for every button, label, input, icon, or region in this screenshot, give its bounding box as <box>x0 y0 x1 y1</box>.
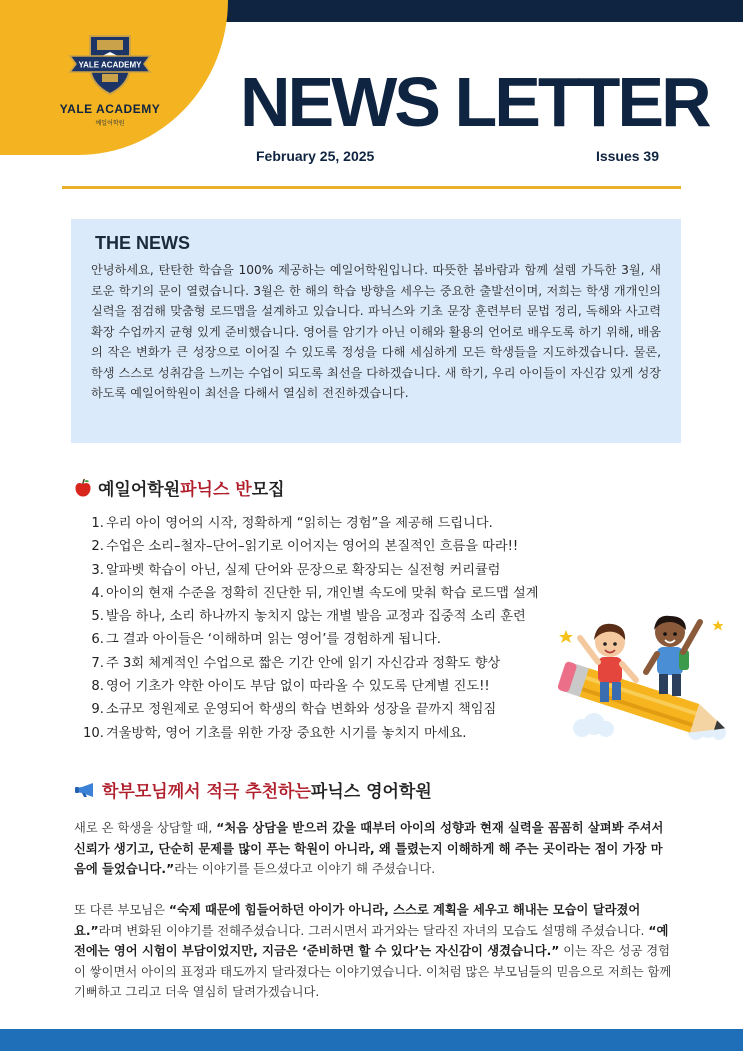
list-number: 10. <box>83 725 104 741</box>
testimonial-p1-intro: 새로 온 학생을 상담할 때, <box>74 821 217 835</box>
list-number: 1. <box>91 516 104 531</box>
list-number: 5. <box>91 609 104 625</box>
brand-name: YALE ACADEMY <box>59 102 161 116</box>
list-number: 6. <box>91 632 104 648</box>
crest-banner-text: YALE ACADEMY <box>78 60 142 70</box>
header-divider <box>62 186 681 189</box>
list-number: 9. <box>91 702 104 718</box>
list-number: 8. <box>91 679 104 695</box>
crest-icon <box>64 26 156 98</box>
academy-logo <box>40 22 180 127</box>
list-item <box>74 535 594 558</box>
parents-section-title <box>74 777 432 802</box>
kids-on-pencil-illustration <box>558 600 736 750</box>
list-text: 그 결과 아이들은 ‘이해하며 읽는 영어’를 경험하게 됩니다. <box>106 632 441 648</box>
news-box <box>71 219 681 443</box>
list-item <box>74 512 594 535</box>
phonics-list <box>74 512 594 745</box>
apple-icon <box>74 478 92 497</box>
issue-date: February 25, 2025 <box>256 148 375 164</box>
testimonial-p1-outro: 라는 이야기를 듣으셨다고 이야기 해 주셨습니다. <box>174 862 436 876</box>
list-number: 3. <box>91 562 104 578</box>
list-text: 우리 아이 영어의 시작, 정확하게 “읽히는 경험”을 제공해 드립니다. <box>106 516 493 531</box>
parents-title-highlight: 학부모님께서 적극 추천하는 <box>102 782 311 802</box>
news-body: 안녕하세요, 탄탄한 학습을 100% 제공하는 예일어학원입니다. 따뜻한 봄바람과 함께 설렘 가득한 3월, 새로운 학기의 문이 열렸습니다. 3월은 한 해의 학습 방향을 세우는 중요한 출발선이며, 저희는 학생 개개인의 실력을 점검해 맞춤형 로드맵을 설계하고 있습니다. 파닉스와 기초 문장 훈련부터 문법 정리, 독해와 사고력 확장 수업까지 균형 있게 준비했습니다. 영어를 암기가 아닌 이해와 활용의 언어로 배우도록 하기 위해, 배움의 작은 변화가 큰 성장으로 이어질 수 있도록 정성을 다해 세심하게 모든 학생들을 지도하겠습니다. 물론, 학생 스스로 성취감을 느끼는 수업이 되도록 최선을 다하겠습니다. 새 학기, 우리 아이들이 자신감 있게 성장하도록 예일어학원이 최선을 다해서 열심히 전진하겠습니다. <box>91 263 661 400</box>
bottom-blue-bar <box>0 1029 743 1051</box>
list-number: 7. <box>91 655 104 671</box>
list-text: 소규모 정원제로 운영되어 학생의 학습 변화와 성장을 끝까지 책임짐 <box>106 702 497 718</box>
list-text: 겨울방학, 영어 기초를 위한 가장 중요한 시기를 놓치지 마세요. <box>106 725 467 741</box>
list-item <box>74 652 594 675</box>
list-text: 발음 하나, 소리 하나까지 놓치지 않는 개별 발음 교정과 집중적 소리 훈련 <box>106 609 526 625</box>
list-item <box>74 698 594 721</box>
list-text: 주 3회 체계적인 수업으로 짧은 기간 안에 읽기 자신감과 정확도 향상 <box>106 655 501 671</box>
phonics-title-highlight: 파닉스 반 <box>180 480 252 500</box>
list-item <box>74 675 594 698</box>
phonics-section-title <box>74 475 285 500</box>
list-item <box>74 559 594 582</box>
testimonial-text <box>74 818 672 1003</box>
list-item <box>74 582 594 605</box>
list-item <box>74 605 594 628</box>
list-number: 4. <box>91 585 104 601</box>
list-number: 2. <box>91 539 104 555</box>
testimonial-p1-quote: “처음 상담을 받으러 갔을 때부터 아이의 성향과 현재 실력을 꼼꼼히 살펴봐 주셔서 신뢰가 생기고, 단순히 문제를 많이 푸는 학원이 아니라, 왜 틀렸는지 이해하게 해 주는 곳이라는 점이 가장 마음에 들었습니다.” <box>74 821 664 876</box>
list-item <box>74 628 594 651</box>
phonics-title-pre: 예일어학원 <box>98 480 181 500</box>
testimonial-p2-outro: 이는 작은 성공 경험이 쌓이면서 아이의 표정과 태도까지 달라졌다는 이야기였습니다. 이처럼 많은 부모님들의 믿음으로 저희는 함께 기뻐하고 그리고 더욱 열심히 달려가겠습니다. <box>74 944 672 999</box>
newsletter-title: NEWS LETTER <box>240 63 709 141</box>
testimonial-p2-intro: 또 다른 부모님은 <box>74 903 169 917</box>
list-text: 아이의 현재 수준을 정확히 진단한 뒤, 개인별 속도에 맞춰 학습 로드맵 설계 <box>106 585 539 601</box>
list-text: 알파벳 학습이 아닌, 실제 단어와 문장으로 확장되는 실전형 커리큘럼 <box>106 562 501 578</box>
list-text: 영어 기초가 약한 아이도 부담 없이 따라올 수 있도록 단계별 진도!! <box>106 679 490 695</box>
testimonial-p2-quote1: “숙제 때문에 힘들어하던 아이가 아니라, 스스로 계획을 세우고 해내는 모습이 달라졌어요.” <box>74 903 641 938</box>
issue-number: Issues 39 <box>595 148 659 164</box>
list-text: 수업은 소리–철자–단어–읽기로 이어지는 영어의 본질적인 흐름을 따라!! <box>106 539 519 555</box>
list-item <box>74 722 594 745</box>
brand-subtitle: 예일어학원 <box>95 120 125 127</box>
testimonial-p2-middle: 라며 변화된 이야기를 전해주셨습니다. 그러시면서 과거와는 달라진 자녀의 모습도 설명해 주셨습니다. <box>98 923 649 938</box>
news-heading: THE NEWS <box>95 233 191 253</box>
parents-title-post: 파닉스 영어학원 <box>310 782 432 802</box>
megaphone-icon <box>74 782 96 798</box>
phonics-title-post: 모집 <box>251 480 285 500</box>
testimonial-p2-quote2: “예전에는 영어 시험이 부담이었지만, 지금은 ‘준비하면 할 수 있다’는 자신감이 생겼습니다.” <box>74 923 669 958</box>
